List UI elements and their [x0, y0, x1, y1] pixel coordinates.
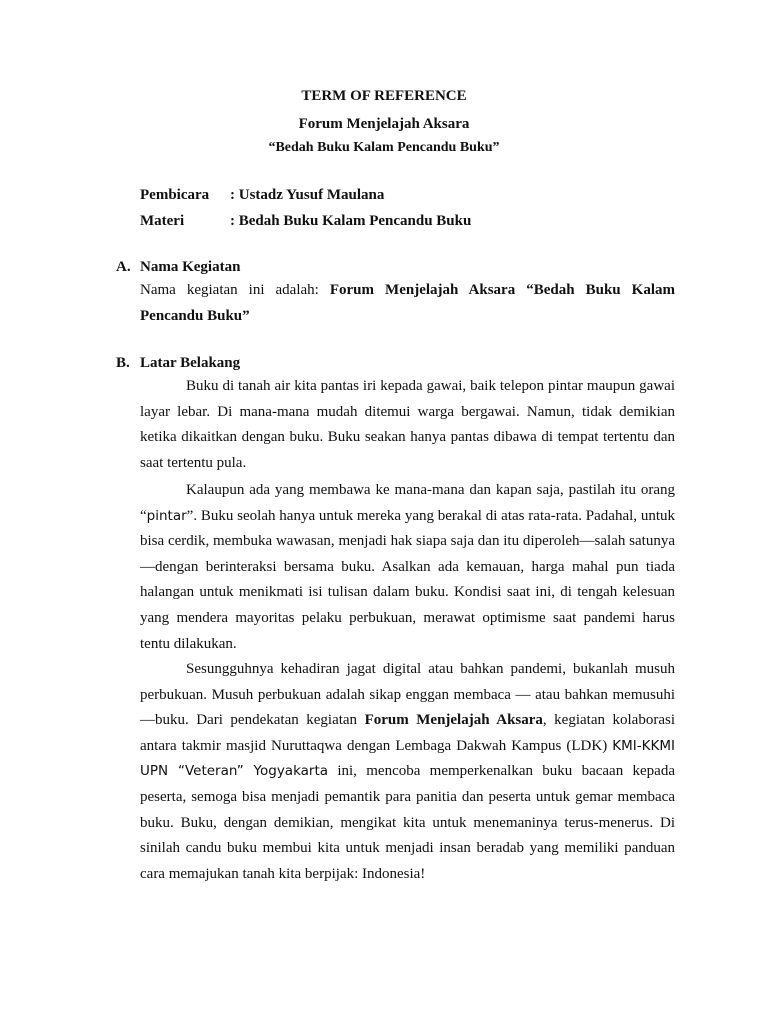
background-paragraph-3: [140, 657, 675, 887]
background-paragraph-2: [140, 478, 675, 657]
paragraph-3-start: Sesungguhnya kehadiran jagat digital atau bahkan pandemi, bukanlah musuh perbukuan. Musuh perbukuan adalah sikap enggan membaca — atau bahkan memusuhi—buku. Dari pendekatan kegiatan: [140, 661, 675, 729]
section-a-event-name: Forum Menjelajah Aksara “Bedah Buku Kalam Pencandu Buku”: [140, 282, 675, 324]
section-a-title: Nama Kegiatan: [140, 259, 241, 275]
material-label: Materi: [140, 213, 185, 229]
material-value: : Bedah Buku Kalam Pencandu Buku: [230, 213, 472, 229]
background-paragraph-1: Buku di tanah air kita pantas iri kepada gawai, baik telepon pintar maupun gawai layar lebar. Di mana-mana mudah ditemui warga bergawai. Namun, tidak demikian ketika dikaitkan dengan buku. Buku seakan hanya pantas dibawa di tempat tertentu dan saat tertentu pula.: [140, 378, 675, 471]
section-b-letter: B.: [116, 355, 130, 371]
document-title: TERM OF REFERENCE: [301, 88, 467, 104]
paragraph-2-start: Kalaupun ada yang membawa ke mana-mana dan kapan saja, pastilah itu orang “: [140, 482, 675, 524]
section-a-prefix: Nama kegiatan ini adalah:: [140, 282, 330, 298]
event-quote: “Bedah Buku Kalam Pencandu Buku”: [268, 140, 500, 155]
pintar-word: pintar: [146, 507, 187, 524]
forum-name: Forum Menjelajah Aksara: [298, 116, 470, 132]
speaker-label: Pembicara: [140, 187, 210, 203]
organization-name: KMI-KKMI UPN “Veteran” Yogyakarta: [140, 737, 675, 780]
paragraph-3-end: ini, mencoba memperkenalkan buku bacaan kepada peserta, semoga bisa menjadi pemantik para panitia dan peserta untuk gemar membaca buku. Buku, dengan demikian, mengikat kita untuk menemaninya terus-menerus. Di sinilah candu buku membui kita untuk menjadi insan beradab yang memiliki panduan cara memajukan tanah kita berpijak: Indonesia!: [140, 763, 675, 882]
forum-name-inline: Forum Menjelajah Aksara: [364, 712, 543, 729]
section-a-text: [140, 278, 675, 329]
paragraph-2-rest: ”. Buku seolah hanya untuk mereka yang berakal di atas rata-rata. Padahal, untuk bisa cerdik, membuka wawasan, menjadi hak siapa saja dan itu diperoleh—salah satunya—dengan berinteraksi bersama buku. Asalkan ada kemauan, harga mahal pun tiada halangan untuk menikmati isi tulisan dalam buku. Kondisi saat ini, di tengah kelesuan yang mendera mayoritas pelaku perbukuan, merawat optimisme saat pandemi harus tentu dilakukan.: [140, 507, 675, 652]
speaker-value: : Ustadz Yusuf Maulana: [230, 187, 385, 203]
section-a-letter: A.: [116, 259, 131, 275]
section-b-title: Latar Belakang: [140, 355, 241, 371]
paragraph-3-middle: , kegiatan kolaborasi antara takmir masjid Nuruttaqwa dengan Lembaga Dakwah Kampus (LDK): [140, 712, 675, 754]
